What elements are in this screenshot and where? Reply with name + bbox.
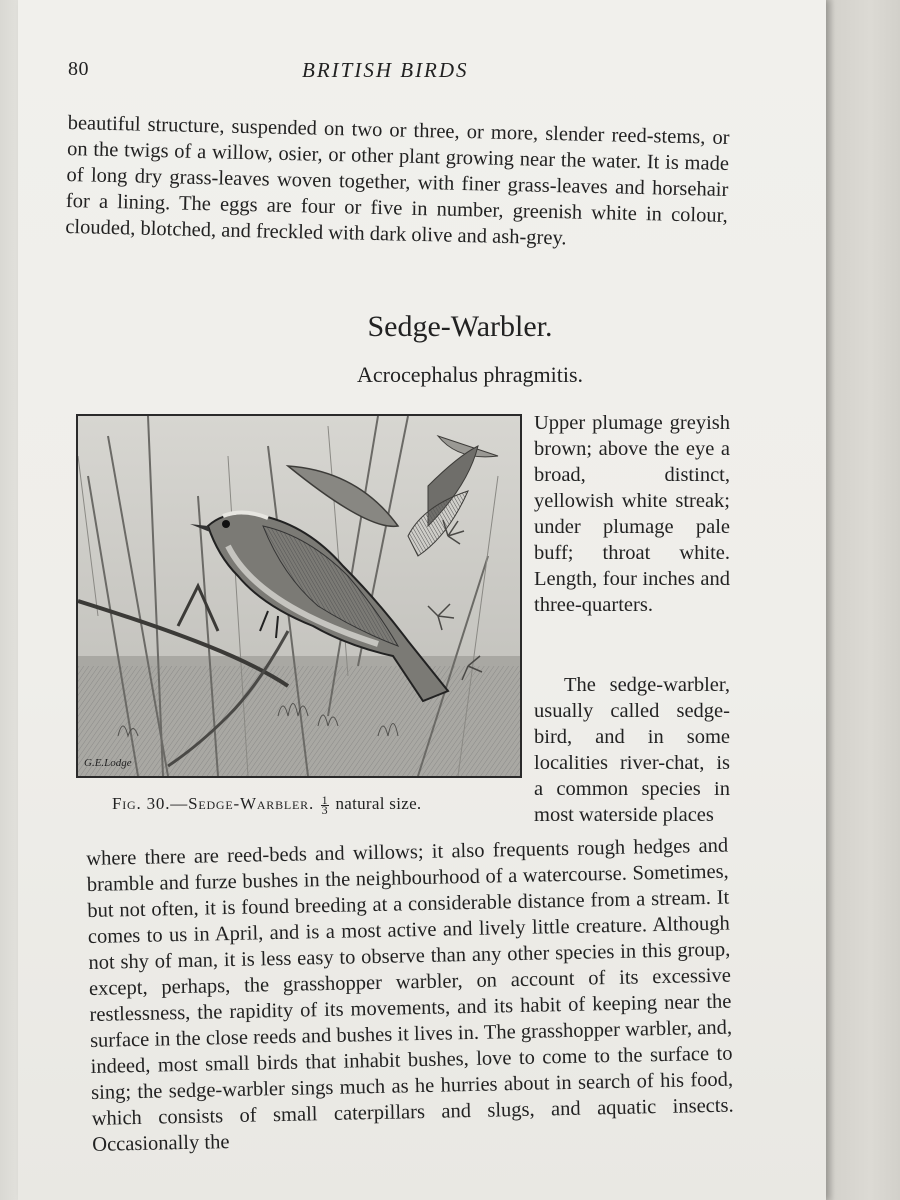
page-number: 80 xyxy=(68,58,89,80)
bottom-paragraph xyxy=(86,833,734,1158)
plumage-description xyxy=(534,410,730,618)
top-paragraph-text: beautiful structure, suspended on two or three, or more, slender reed-stems, or on the twigs of a willow, osier, or other plant growing near the water. It is made of long dry grass-leaves woven together, with finer grass-leaves and horsehair for a lining. The eggs are four or five in number, greenish white in colour, clouded, blotched, and freckled with dark olive and ash-grey. xyxy=(65,111,730,250)
plumage-description-text: Upper plumage greyish brown; above the eye a broad, distinct, yellowish white streak; under plumage pale buff; throat white. Length, four inches and three-quarters. xyxy=(534,412,730,616)
side-paragraph-text: The sedge-warbler, usually called sedge-bird, and in some localities river-chat, is a common species in most waterside places xyxy=(534,674,730,826)
caption-suffix: natural size. xyxy=(335,794,422,813)
running-title: BRITISH BIRDS xyxy=(302,58,469,82)
fraction-numerator: 1 xyxy=(321,792,328,807)
bird-illustration xyxy=(76,414,522,778)
fraction-denominator: 3 xyxy=(321,802,328,817)
bottom-paragraph-text: where there are reed-beds and willows; it also frequents rough hedges and bramble and furze bushes in the neighbourhood of a watercourse. Sometimes, but not often, it is found breeding at a considerable distance from a stream. It comes to us in April, and is a most active and lively little creature. Although not shy of man, it is less easy to observe than any other species in this group, except, perhaps, the grasshopper warbler, on account of its excessive restlessness, the rapidity of its movements, and its habit of keeping near the surface in the close reeds and bushes it lives in. The grasshopper warbler, and, indeed, most small birds that inhabit bushes, love to come to the surface to sing; the sedge-warbler sings much as he hurries about in search of his food, which consists of small caterpillars and slugs, and aquatic insects. Occasionally the xyxy=(86,834,734,1156)
sedge-warbler-engraving xyxy=(78,416,520,776)
running-header xyxy=(62,58,732,88)
top-paragraph xyxy=(65,110,730,255)
species-latin-name: Acrocephalus phragmitis. xyxy=(356,362,584,387)
adjacent-page-edge xyxy=(826,0,900,1200)
species-title: Sedge-Warbler. xyxy=(367,310,553,343)
caption-label: Fig. 30.—Sedge-Warbler. xyxy=(112,794,315,813)
artist-signature: G.E.Lodge xyxy=(84,757,132,769)
side-paragraph xyxy=(534,672,730,828)
figure-caption xyxy=(112,794,421,815)
caption-fraction xyxy=(321,792,329,817)
